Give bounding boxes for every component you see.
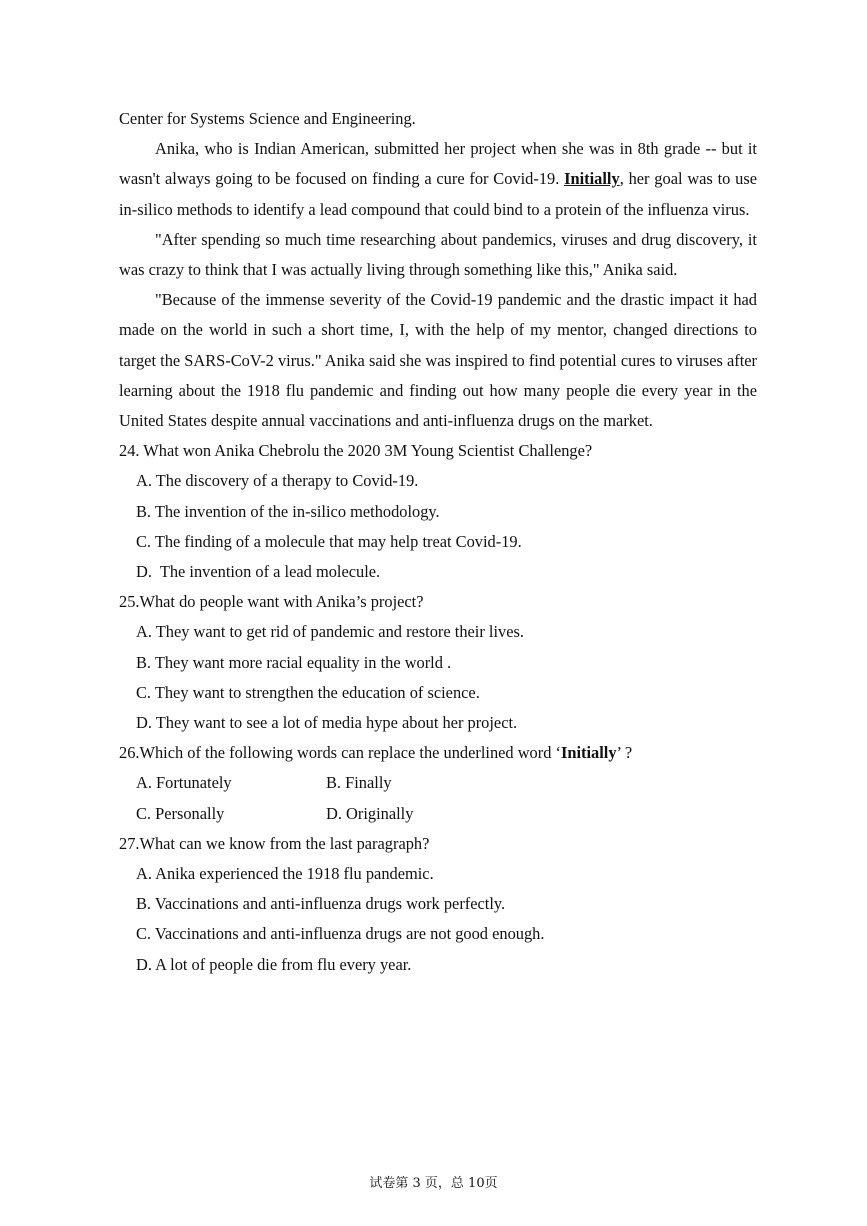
q26-stem-after: ’ ? <box>616 743 633 763</box>
passage-paragraph-2: "After spending so much time researching about pandemics, viruses and drug discovery, it was crazy to think that I was actually living through something like this," Anika said. <box>119 229 757 280</box>
q26-stem-keyword: Initially <box>560 743 617 763</box>
q27-option-a: A. Anika experienced the 1918 flu pandemic. <box>136 864 434 884</box>
q24-option-d: D. The invention of a lead molecule. <box>136 562 381 582</box>
q26-option-a: A. Fortunately <box>136 773 232 793</box>
q26-option-c: C. Personally <box>136 803 225 823</box>
question-26-stem <box>119 738 757 768</box>
q24-option-a: A. The discovery of a therapy to Covid-19. <box>136 471 419 491</box>
q26-option-d: D. Originally <box>326 803 414 823</box>
q26-stem-before: 26.Which of the following words can replace the underlined word ‘ <box>119 743 561 763</box>
p1-text-before: Anika, who is Indian American, submitted her project when she was in 8th grade -- but it wasn't always going to be focused on finding a cure for Covid-19. <box>119 139 757 189</box>
passage-line-continued: Center for Systems Science and Engineering. <box>119 109 416 128</box>
p1-text-after: , her goal was to use in-silico methods to identify a lead compound that could bind to a protein of the influenza virus. <box>119 169 757 219</box>
q25-option-d: D. They want to see a lot of media hype about her project. <box>136 713 518 733</box>
underlined-word-initially: Initially <box>564 169 620 189</box>
q26-option-b: B. Finally <box>326 773 392 793</box>
q25-option-c: C. They want to strengthen the education of science. <box>136 682 480 702</box>
q27-option-d: D. A lot of people die from flu every year. <box>136 954 412 974</box>
q27-option-b: B. Vaccinations and anti-influenza drugs work perfectly. <box>136 894 506 914</box>
q24-option-c: C. The finding of a molecule that may help treat Covid-19. <box>136 531 522 551</box>
question-24-stem: 24. What won Anika Chebrolu the 2020 3M Young Scientist Challenge? <box>119 441 593 461</box>
q26-options-row-1 <box>119 768 757 798</box>
passage-paragraph-3: "Because of the immense severity of the Covid-19 pandemic and the drastic impact it had made on the world in such a short time, I, with the help of my mentor, changed directions to target the SARS-CoV-2 virus." Anika said she was inspired to find potential cures to viruses after learning about the 1918 flu pandemic and finding out how many people die every year in the United States despite annual vaccinations and anti-influenza drugs on the market. <box>119 290 757 431</box>
passage-paragraph-1 <box>119 134 757 225</box>
q26-options-row-2 <box>119 799 757 829</box>
question-25-stem: 25.What do people want with Anika’s project? <box>119 592 424 612</box>
q24-option-b: B. The invention of the in-silico methodology. <box>136 501 440 521</box>
q25-option-b: B. They want more racial equality in the world . <box>136 652 452 672</box>
q27-option-c: C. Vaccinations and anti-influenza drugs are not good enough. <box>136 924 545 944</box>
page-content <box>119 104 757 980</box>
page-footer: 试卷第 3 页，总 10页 <box>369 1176 498 1191</box>
question-27-stem: 27.What can we know from the last paragraph? <box>119 833 430 853</box>
q25-option-a: A. They want to get rid of pandemic and restore their lives. <box>136 622 524 642</box>
